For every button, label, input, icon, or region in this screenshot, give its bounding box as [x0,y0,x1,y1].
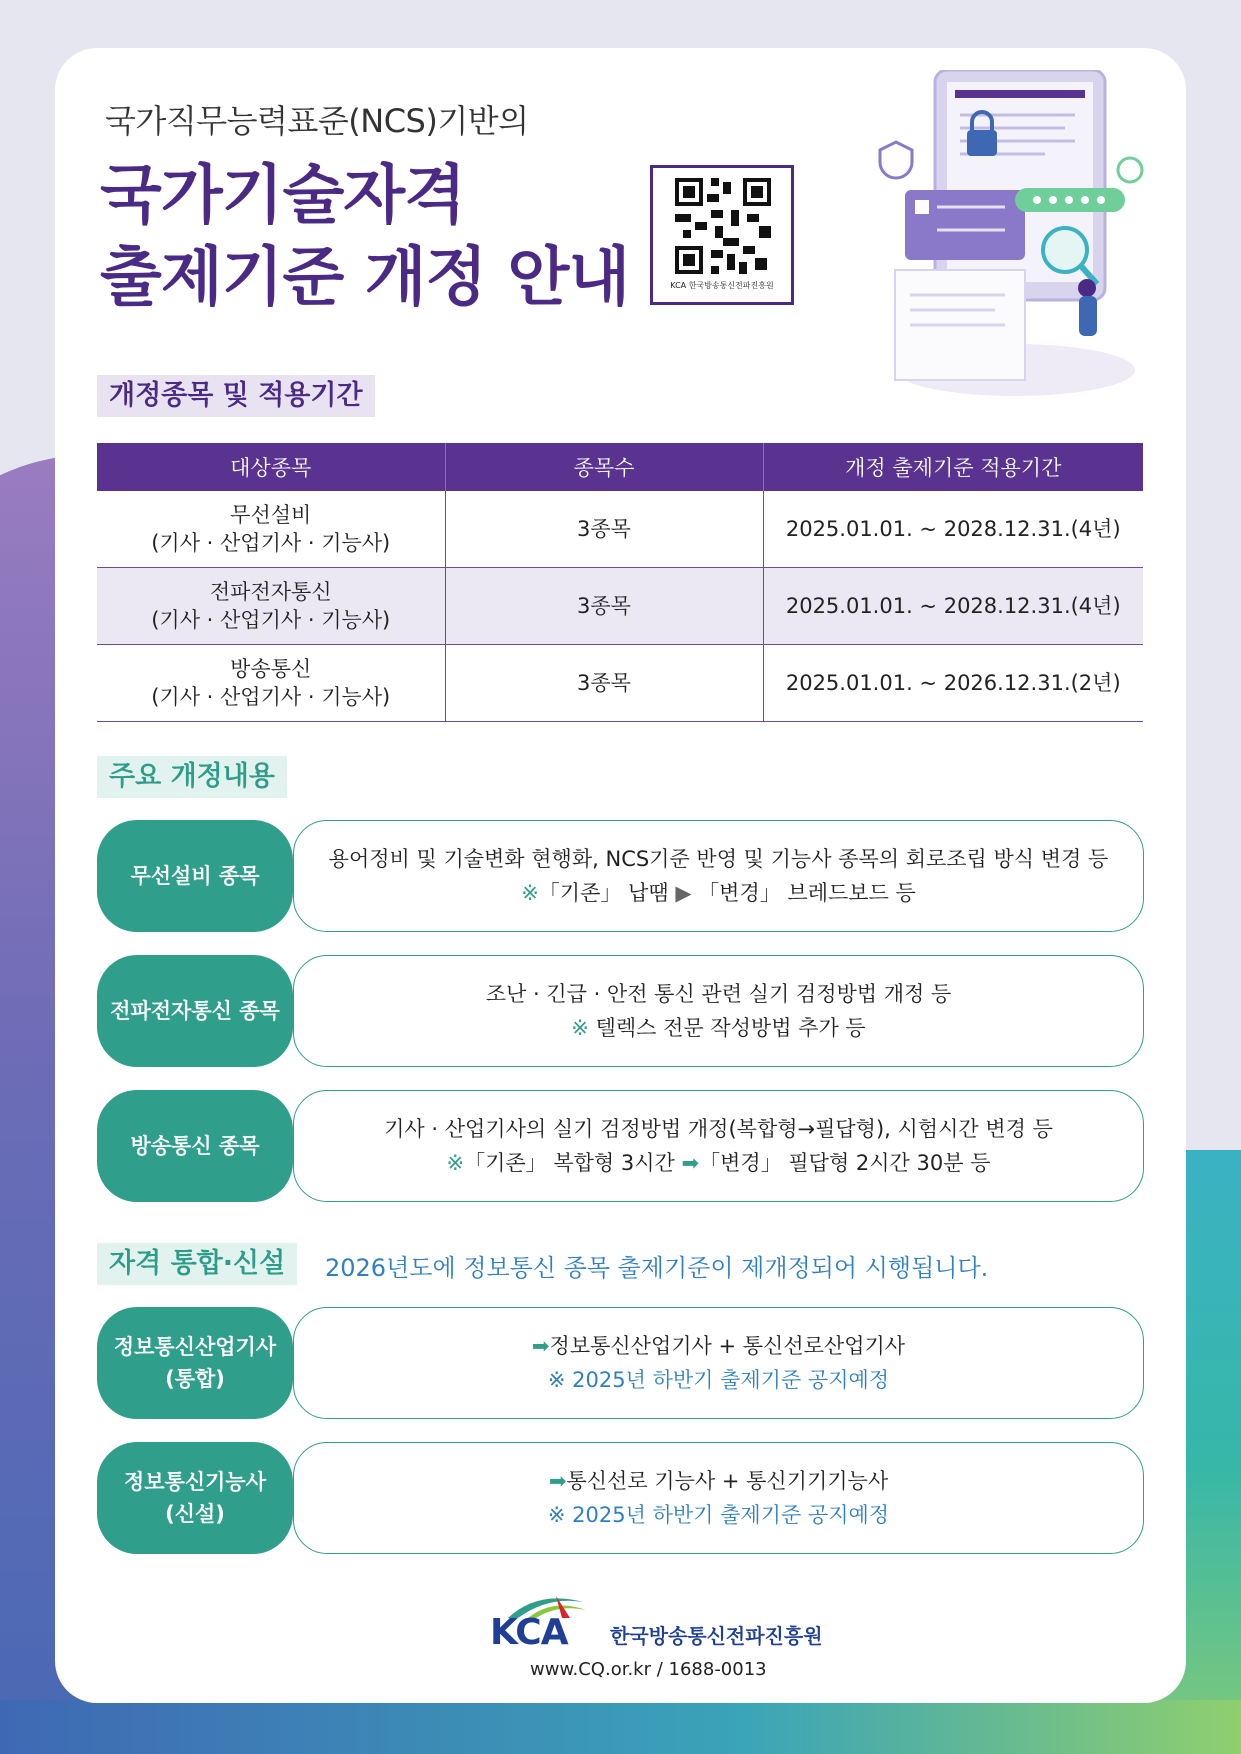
table-cell-subject [97,568,445,645]
table-row [97,645,1143,722]
table-row [97,568,1143,645]
change-label-wireless: 무선설비 종목 [97,820,293,932]
column-header: 종목수 [445,443,763,491]
section-tag-integration: 자격 통합·신설 [97,1243,297,1285]
integration-note-line: ※ 2025년 하반기 출제기준 공지예정 [547,1503,890,1527]
security-illustration [855,70,1155,410]
label-line: 정보통신기능사 [123,1470,266,1494]
integration-label-craftsman [97,1442,293,1554]
subject-name: 전파전자통신 [209,580,332,604]
subject-grades: (기사 · 산업기사 · 기능사) [151,685,391,709]
change-note [571,1011,865,1045]
table-cell-period: 2025.01.01. ~ 2028.12.31.(4년) [763,491,1143,568]
label-line: (신설) [165,1502,225,1526]
play-arrow-icon: ▶ [675,881,692,905]
note-mark: ※ [521,881,539,905]
note-after: 「변경」 브레드보드 등 [698,881,916,905]
schedule-table [97,443,1143,722]
subject-name: 무선설비 [230,503,312,527]
note-before: 「기존」 복합형 3시간 [464,1151,675,1175]
integration-description [532,1329,905,1363]
integration-text: 정보통신산업기사 + 통신선로산업기사 [549,1334,906,1358]
title-line-1: 국가기술자격 [100,159,465,233]
integration-note-line: ※ 2025년 하반기 출제기준 공지예정 [547,1368,890,1392]
qr-code-box[interactable] [650,165,794,305]
subject-name: 방송통신 [230,657,312,681]
change-box-broadcast [293,1090,1144,1202]
subject-grades: (기사 · 산업기사 · 기능사) [151,531,391,555]
table-cell-subject [97,645,445,722]
note-before: 「기존」 납땜 [538,881,669,905]
table-cell-period: 2025.01.01. ~ 2028.12.31.(4년) [763,568,1143,645]
section-tag-revision-period: 개정종목 및 적용기간 [97,375,375,417]
column-header: 개정 출제기준 적용기간 [763,443,1143,491]
integration-description [549,1464,888,1498]
qr-code-icon [675,178,771,274]
organization-name: 한국방송통신전파진흥원 [610,1624,823,1648]
right-arrow-icon: ➡ [548,1469,567,1493]
logo-text: KCA [490,1612,568,1653]
table-cell-count: 3종목 [445,645,763,722]
table-cell-subject [97,491,445,568]
page-title [100,155,629,319]
background-bottom-band [0,1700,1241,1754]
column-header: 대상종목 [97,443,445,491]
integration-text: 통신선로 기능사 + 통신기기기능사 [566,1469,889,1493]
table-cell-period: 2025.01.01. ~ 2026.12.31.(2년) [763,645,1143,722]
change-description: 기사 · 산업기사의 실기 검정방법 개정(복합형→필답형), 시험시간 변경 등 [384,1117,1053,1141]
qr-caption: KCA 한국방송통신전파진흥원 [670,281,774,290]
label-line: (통합) [165,1367,225,1391]
change-box-radio [293,955,1144,1067]
table-header-row [97,443,1143,491]
integration-label-industrial [97,1307,293,1419]
change-label-broadcast: 방송통신 종목 [97,1090,293,1202]
note-before: 텔렉스 전문 작성방법 추가 등 [595,1016,866,1040]
integration-note: 2026년도에 정보통신 종목 출제기준이 제개정되어 시행됩니다. [325,1254,989,1282]
change-note [521,876,916,910]
table-cell-count: 3종목 [445,568,763,645]
page-subtitle: 국가직무능력표준(NCS)기반의 [105,102,529,140]
change-note [447,1146,991,1180]
integration-box-industrial [293,1307,1144,1419]
label-line: 정보통신산업기사 [113,1335,277,1359]
integration-box-craftsman [293,1442,1144,1554]
change-description: 조난 · 긴급 · 안전 통신 관련 실기 검정방법 개정 등 [485,982,952,1006]
kca-logo[interactable] [490,1590,823,1653]
table-row [97,491,1143,568]
note-after: 「변경」 필답형 2시간 30분 등 [699,1151,991,1175]
subject-grades: (기사 · 산업기사 · 기능사) [151,608,391,632]
section-tag-main-changes: 주요 개정내용 [97,756,287,798]
change-label-radio: 전파전자통신 종목 [97,955,293,1067]
note-mark: ※ [571,1016,589,1040]
note-mark: ※ [446,1151,465,1175]
change-box-wireless [293,820,1144,932]
right-arrow-icon: ➡ [681,1151,700,1175]
title-line-2: 출제기준 개정 안내 [100,241,630,315]
contact-info[interactable]: www.CQ.or.kr / 1688-0013 [530,1659,767,1680]
change-description: 용어정비 및 기술변화 현행화, NCS기준 반영 및 기능사 종목의 회로조립 방식 변경 등 [328,847,1109,871]
table-cell-count: 3종목 [445,491,763,568]
right-arrow-icon: ➡ [531,1334,550,1358]
